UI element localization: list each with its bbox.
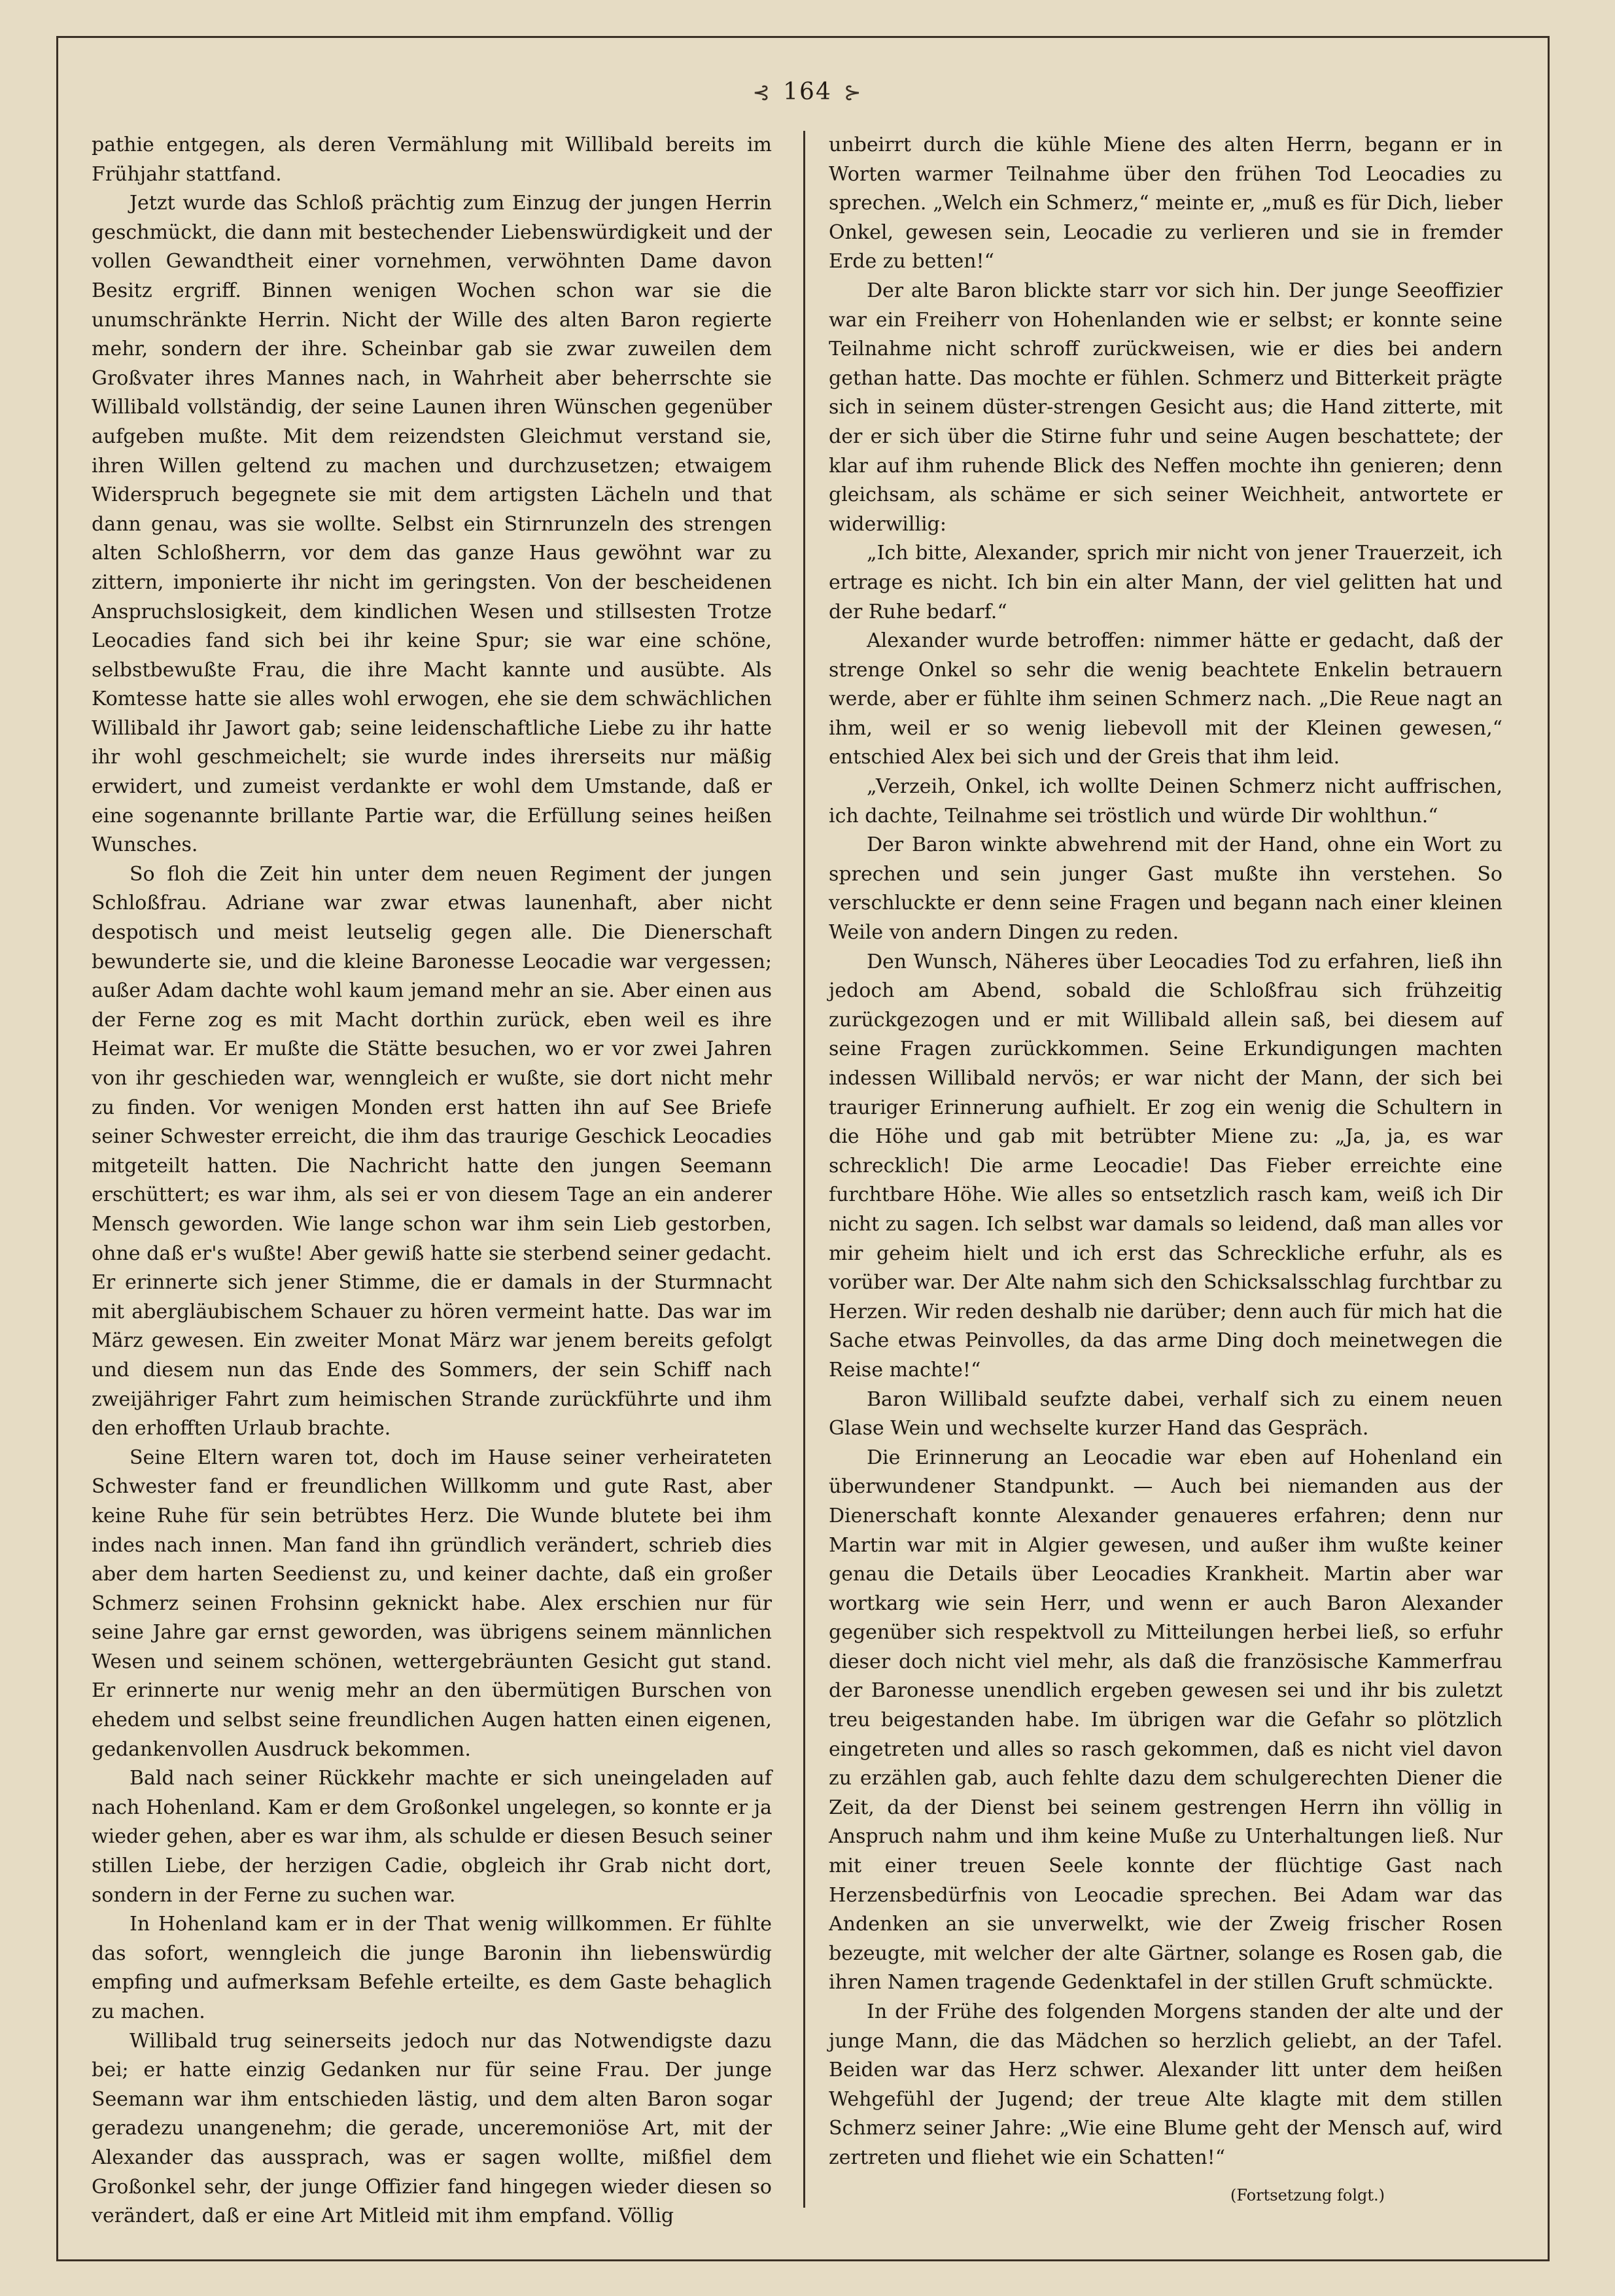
left-column <box>92 131 772 2231</box>
paragraph: „Ich bitte, Alexander, sprich mir nicht von jener Trauerzeit, ich ertrage es nicht. Ich bin ein alter Mann, der viel gelitten hat und der Ruhe bedarf.“ <box>829 542 1502 623</box>
paragraph: Den Wunsch, Näheres über Leocadies Tod zu erfahren, ließ ihn jedoch am Abend, sobald die Schloßfrau sich frühzeitig zurückgezogen und er mit Willibald allein saß, bei diesem auf seine Fragen zurückkommen. Seine Erkundigungen machten indessen Willibald nervös; er war nicht der Mann, der sich bei trauriger Erinnerung aufhielt. Er zog ein wenig die Schultern in die Höhe und gab mit betrübter Miene zu: „Ja, ja, es war schrecklich! Die arme Leocadie! Das Fieber erreichte eine furchtbare Höhe. Wie alles so entsetzlich rasch kam, weiß ich Dir nicht zu sagen. Ich selbst war damals so leidend, daß man alles vor mir geheim hielt und ich erst das Schreckliche erfuhr, als es vorüber war. Der Alte nahm sich den Schicksalsschlag furchtbar zu Herzen. Wir reden deshalb nie darüber; denn auch für mich hat die Sache etwas Peinvolles, da das arme Ding doch meinetwegen die Reise machte!“ <box>829 950 1502 1382</box>
paragraph: In der Frühe des folgenden Morgens standen der alte und der junge Mann, die das Mädchen so herzlich geliebt, an der Tafel. Beiden war das Herz schwer. Alexander litt unter dem heißen Wehgefühl der Jugend; der treue Alte klagte mit dem stillen Schmerz seiner Jahre: „Wie eine Blume geht der Mensch auf, wird zertreten und fliehet wie ein Schatten!“ <box>829 2000 1502 2169</box>
column-divider <box>803 131 805 2208</box>
right-column <box>829 131 1502 2210</box>
paragraph: Der Baron winkte abwehrend mit der Hand, ohne ein Wort zu sprechen und sein junger Gast mußte ihn verstehen. So verschluckte er denn seine Fragen und begann nach einer kleinen Weile von andern Dingen zu reden. <box>829 833 1502 945</box>
continuation-note: (Fortsetzung folgt.) <box>1230 2185 1385 2204</box>
paragraph: unbeirrt durch die kühle Miene des alten Herrn, begann er in Worten warmer Teilnahme über den frühen Tod Leocadies zu sprechen. „Welch ein Schmerz,“ meinte er, „muß es für Dich, lieber Onkel, gewesen sein, Leocadie zu verlieren und sie in fremder Erde zu betten!“ <box>829 133 1502 273</box>
paragraph: Bald nach seiner Rückkehr machte er sich uneingeladen auf nach Hohenland. Kam er dem Großonkel ungelegen, so konnte er ja wieder gehen, aber es war ihm, als schulde er diesen Besuch seiner stillen Liebe, der herzigen Cadie, obgleich ihr Grab nicht dort, sondern in der Ferne zu suchen war. <box>92 1767 772 1907</box>
paragraph: Baron Willibald seufzte dabei, verhalf sich zu einem neuen Glase Wein und wechselte kurzer Hand das Gespräch. <box>829 1387 1502 1440</box>
paragraph: Alexander wurde betroffen: nimmer hätte er gedacht, daß der strenge Onkel so sehr die wenig beachtete Enkelin betrauern werde, aber er fühlte ihm seinen Schmerz nach. „Die Reue nagt an ihm, weil er so wenig liebevoll mit der Kleinen gewesen,“ entschied Alex bei sich und der Greis that ihm leid. <box>829 629 1502 769</box>
paragraph: Jetzt wurde das Schloß prächtig zum Einzug der jungen Herrin geschmückt, die dann mit bestechender Liebenswürdigkeit und der vollen Gewandtheit einer vornehmen, verwöhnten Dame davon Besitz ergriff. Binnen wenigen Wochen schon war sie die unumschränkte Herrin. Nicht der Wille des alten Baron regierte mehr, sondern der ihre. Scheinbar gab sie zwar zuweilen dem Großvater ihres Mannes nach, in Wahrheit aber beherrschte sie Willibald vollständig, der seine Launen ihren Wünschen gegenüber aufgeben mußte. Mit dem reizendsten Gleichmut verstand sie, ihren Willen geltend zu machen und durchzusetzen; etwaigem Widerspruch begegnete sie mit dem artigsten Lächeln und that dann genau, was sie wollte. Selbst ein Stirnrunzeln des strengen alten Schloßherrn, vor dem das ganze Haus gewöhnt war zu zittern, imponierte ihr nicht im geringsten. Von der bescheidenen Anspruchslosigkeit, dem kindlichen Wesen und stillsesten Trotze Leocadies fand sich bei ihr keine Spur; sie war eine schöne, selbstbewußte Frau, die ihre Macht kannte und ausübte. Als Komtesse hatte sie alles wohl erwogen, ehe sie dem schwächlichen Willibald ihr Jawort gab; seine leidenschaftliche Liebe zu ihr hatte ihr wohl geschmeichelt; sie wurde indes ihrerseits nur mäßig erwidert, und zumeist verdankte er wohl dem Umstande, daß er eine sogenannte brillante Partie war, die Erfüllung seines heißen Wunsches. <box>92 192 772 857</box>
paragraph: So floh die Zeit hin unter dem neuen Regiment der jungen Schloßfrau. Adriane war zwar etwas launenhaft, aber nicht despotisch und meist leutselig gegen alle. Die Dienerschaft bewunderte sie, und die kleine Baronesse Leocadie war vergessen; außer Adam dachte wohl kaum jemand mehr an sie. Aber einen aus der Ferne zog es mit Macht dorthin zurück, eben weil es ihre Heimat war. Er mußte die Stätte besuchen, wo er vor zwei Jahren von ihr geschieden war, wenngleich er wußte, sie dort nicht mehr zu finden. Vor wenigen Monden erst hatten ihn auf See Briefe seiner Schwester erreicht, die ihm das traurige Geschick Leocadies mitgeteilt hatten. Die Nachricht hatte den jungen Seemann erschüttert; es war ihm, als sei er von diesem Tage an ein anderer Mensch geworden. Wie lange schon war ihm sein Lieb gestorben, ohne daß er's wußte! Aber gewiß hatte sie sterbend seiner gedacht. Er erinnerte sich jener Stimme, die er damals in der Sturmnacht mit abergläubischem Schauer zu hören vermeint hatte. Das war im März gewesen. Ein zweiter Monat März war jenem bereits gefolgt und diesem nun das Ende des Sommers, der sein Schiff nach zweijähriger Fahrt zum heimischen Strande zurückführte und ihm den erhofften Urlaub brachte. <box>92 862 772 1440</box>
paragraph: In Hohenland kam er in der That wenig willkommen. Er fühlte das sofort, wenngleich die junge Baronin ihn liebenswürdig empfing und aufmerksam Befehle erteilte, es dem Gaste behaglich zu machen. <box>92 1913 772 2023</box>
paragraph: Die Erinnerung an Leocadie war eben auf Hohenland ein überwundener Standpunkt. — Auch bei niemanden aus der Dienerschaft konnte Alexander genaueres erfahren; denn nur Martin war mit in Algier gewesen, und außer ihm wußte keiner genau die Details über Leocadies Krankheit. Martin aber war wortkarg wie sein Herr, und wenn er auch Baron Alexander gegenüber sich respektvoll zu Mitteilungen herbei ließ, so erfuhr dieser doch nicht viel mehr, als daß die französische Kammerfrau der Baronesse unendlich ergeben gewesen sei und ihr bis zuletzt treu beigestanden habe. Im übrigen war die Gefahr so plötzlich eingetreten und alles so rasch gekommen, daß es nicht viel davon zu erzählen gab, auch fehlte dazu dem schulgerechten Diener die Zeit, da der Dienst bei seinem gestrengen Herrn ihn völlig in Anspruch nahm und ihm keine Muße zu Unterhaltungen ließ. Nur mit einer treuen Seele konnte der flüchtige Gast nach Herzensbedürfnis von Leocadie sprechen. Bei Adam war das Andenken an sie unverwelkt, wie der Zweig frischer Rosen bezeugte, mit welcher der alte Gärtner, solange es Rosen gab, die ihren Namen tragende Gedenktafel in der stillen Gruft schmückte. <box>829 1446 1502 1994</box>
paragraph: „Verzeih, Onkel, ich wollte Deinen Schmerz nicht auffrischen, ich dachte, Teilnahme sei tröstlich und würde Dir wohlthun.“ <box>829 775 1502 827</box>
paragraph: pathie entgegen, als deren Vermählung mit Willibald bereits im Frühjahr stattfand. <box>92 133 772 186</box>
ornament-right-icon: ⊱ <box>843 80 863 105</box>
paragraph: Der alte Baron blickte starr vor sich hin. Der junge Seeoffizier war ein Freiherr von Hohenlanden wie er selbst; er konnte seine Teilnahme nicht schroff zurückweisen, wie er dies bei andern gethan hatte. Das mochte er fühlen. Schmerz und Bitterkeit prägte sich in seinem düster-strengen Gesicht aus; die Hand zitterte, mit der er sich über die Stirne fuhr und seine Augen beschattete; der klar auf ihm ruhende Blick des Neffen mochte ihn genieren; denn gleichsam, als schäme er sich seiner Weichheit, antwortete er widerwillig: <box>829 279 1502 536</box>
page-header <box>0 78 1615 105</box>
ornament-left-icon: ⊰ <box>752 80 772 105</box>
paragraph: Willibald trug seinerseits jedoch nur das Notwendigste dazu bei; er hatte einzig Gedanken nur für seine Frau. Der junge Seemann war ihm entschieden lästig, und dem alten Baron sogar geradezu unangenehm; die gerade, unceremoniöse Art, mit der Alexander das aussprach, was er sagen wollte, mißfiel dem Großonkel sehr, der junge Offizier fand hingegen wieder diesen so verändert, daß er eine Art Mitleid mit ihm empfand. Völlig <box>92 2029 772 2228</box>
paragraph: Seine Eltern waren tot, doch im Hause seiner verheirateten Schwester fand er freundlichen Willkomm und gute Rast, aber keine Ruhe für sein betrübtes Herz. Die Wunde blutete bei ihm indes nach innen. Man fand ihn gründlich verändert, schrieb dies aber dem harten Seedienst zu, und keiner dachte, daß ein großer Schmerz seinen Frohsinn geknickt habe. Alex erschien nur für seine Jahre gar ernst geworden, was übrigens seinem männlichen Wesen und seinem schönen, wettergebräunten Gesicht gut stand. Er erinnerte nur wenig mehr an den übermütigen Burschen von ehedem und selbst seine freundlichen Augen hatten einen eigenen, gedankenvollen Ausdruck bekommen. <box>92 1446 772 1761</box>
page-number: 164 <box>783 78 832 105</box>
